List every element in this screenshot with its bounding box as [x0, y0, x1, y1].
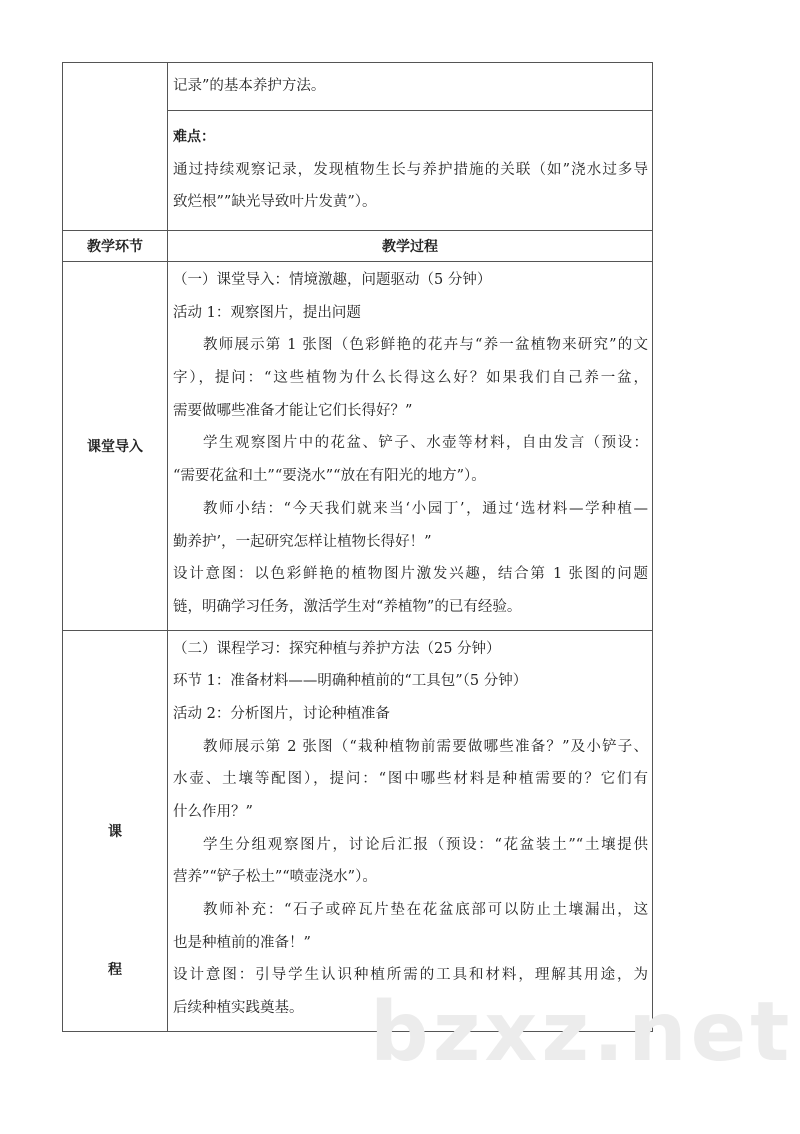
text-line: 后续种植实践奠基。: [173, 1000, 304, 1017]
process-cell: [168, 630, 653, 1031]
process-cell: [168, 262, 653, 631]
text-line: （二）课程学习：探究种植与养护方法（25 分钟）: [173, 640, 501, 657]
text-line: （一）课堂导入：情境激趣，问题驱动（5 分钟）: [173, 272, 492, 288]
text-line: 水壶、土壤等配图），提问：“图中哪些材料是种植需要的？它们有: [173, 771, 648, 788]
text-line: 环节 1：准备材料——明确种植前的“工具包”（5 分钟）: [173, 673, 528, 690]
text-line: 勤养护’，一起研究怎样让植物长得好！”: [173, 533, 432, 550]
watermark: bzxz.net: [370, 985, 794, 1080]
table-row: [63, 63, 653, 111]
text-line: 教师展示第 1 张图（色彩鲜艳的花卉与“养一盆植物来研究”的文: [203, 337, 648, 354]
difficulty-cell: [168, 111, 653, 231]
text-line: 需要做哪些准备才能让它们长得好？”: [173, 402, 413, 419]
text-line: 教师小结：“今天我们就来当‘小园丁’，通过‘选材料—学种植—: [203, 500, 648, 517]
text-line: 设计意图：以色彩鲜艳的植物图片激发兴趣，结合第 1 张图的问题: [173, 566, 648, 583]
content-cell: [168, 63, 653, 111]
difficulty-label: 难点：: [173, 129, 215, 145]
stage-label-bottom: 程: [108, 961, 122, 978]
text-line: 也是种植前的准备！”: [173, 934, 311, 951]
table-row: [63, 630, 653, 1031]
text-line: 学生分组观察图片，讨论后汇报（预设：“花盆装土”“土壤提供: [203, 836, 648, 853]
text-line: 致烂根””缺光导致叶片发黄”）。: [173, 194, 377, 211]
text-line: 活动 1：观察图片，提出问题: [173, 304, 361, 321]
stage-label: 课堂导入: [63, 262, 168, 631]
text-line: 活动 2：分析图片，讨论种植准备: [173, 705, 390, 722]
text-line: 营养”“铲子松土”“喷壶浇水”）。: [173, 869, 377, 886]
header-stage: 教学环节: [63, 231, 168, 262]
stage-label-cell: [63, 630, 168, 1031]
text-line: 通过持续观察记录，发现植物生长与养护措施的关联（如”浇水过多导: [173, 161, 648, 178]
text-line: 字），提问：“这些植物为什么长得这么好？如果我们自己养一盆，: [173, 370, 648, 387]
text-line: 教师补充：“石子或碎瓦片垫在花盆底部可以防止土壤漏出，这: [203, 902, 648, 919]
text-line: 链，明确学习任务，激活学生对“养植物”的已有经验。: [173, 598, 522, 615]
text-line: 教师展示第 2 张图（“栽种植物前需要做哪些准备？”及小铲子、: [203, 738, 648, 755]
table-row: [63, 262, 653, 631]
header-process: 教学过程: [168, 231, 653, 262]
text-line: 记录”的基本养护方法。: [173, 78, 326, 95]
lesson-plan-table: [62, 62, 653, 1032]
stage-label-top: 课: [108, 823, 122, 840]
text-line: 设计意图：引导学生认识种植所需的工具和材料，理解其用途，为: [173, 967, 648, 984]
empty-label-cell: [63, 63, 168, 231]
text-line: 什么作用？”: [173, 804, 253, 820]
table-header-row: [63, 231, 653, 262]
text-line: 学生观察图片中的花盆、铲子、水壶等材料，自由发言（预设：: [203, 435, 648, 452]
text-line: “需要花盆和土”“要浇水”“放在有阳光的地方”）。: [173, 468, 486, 485]
